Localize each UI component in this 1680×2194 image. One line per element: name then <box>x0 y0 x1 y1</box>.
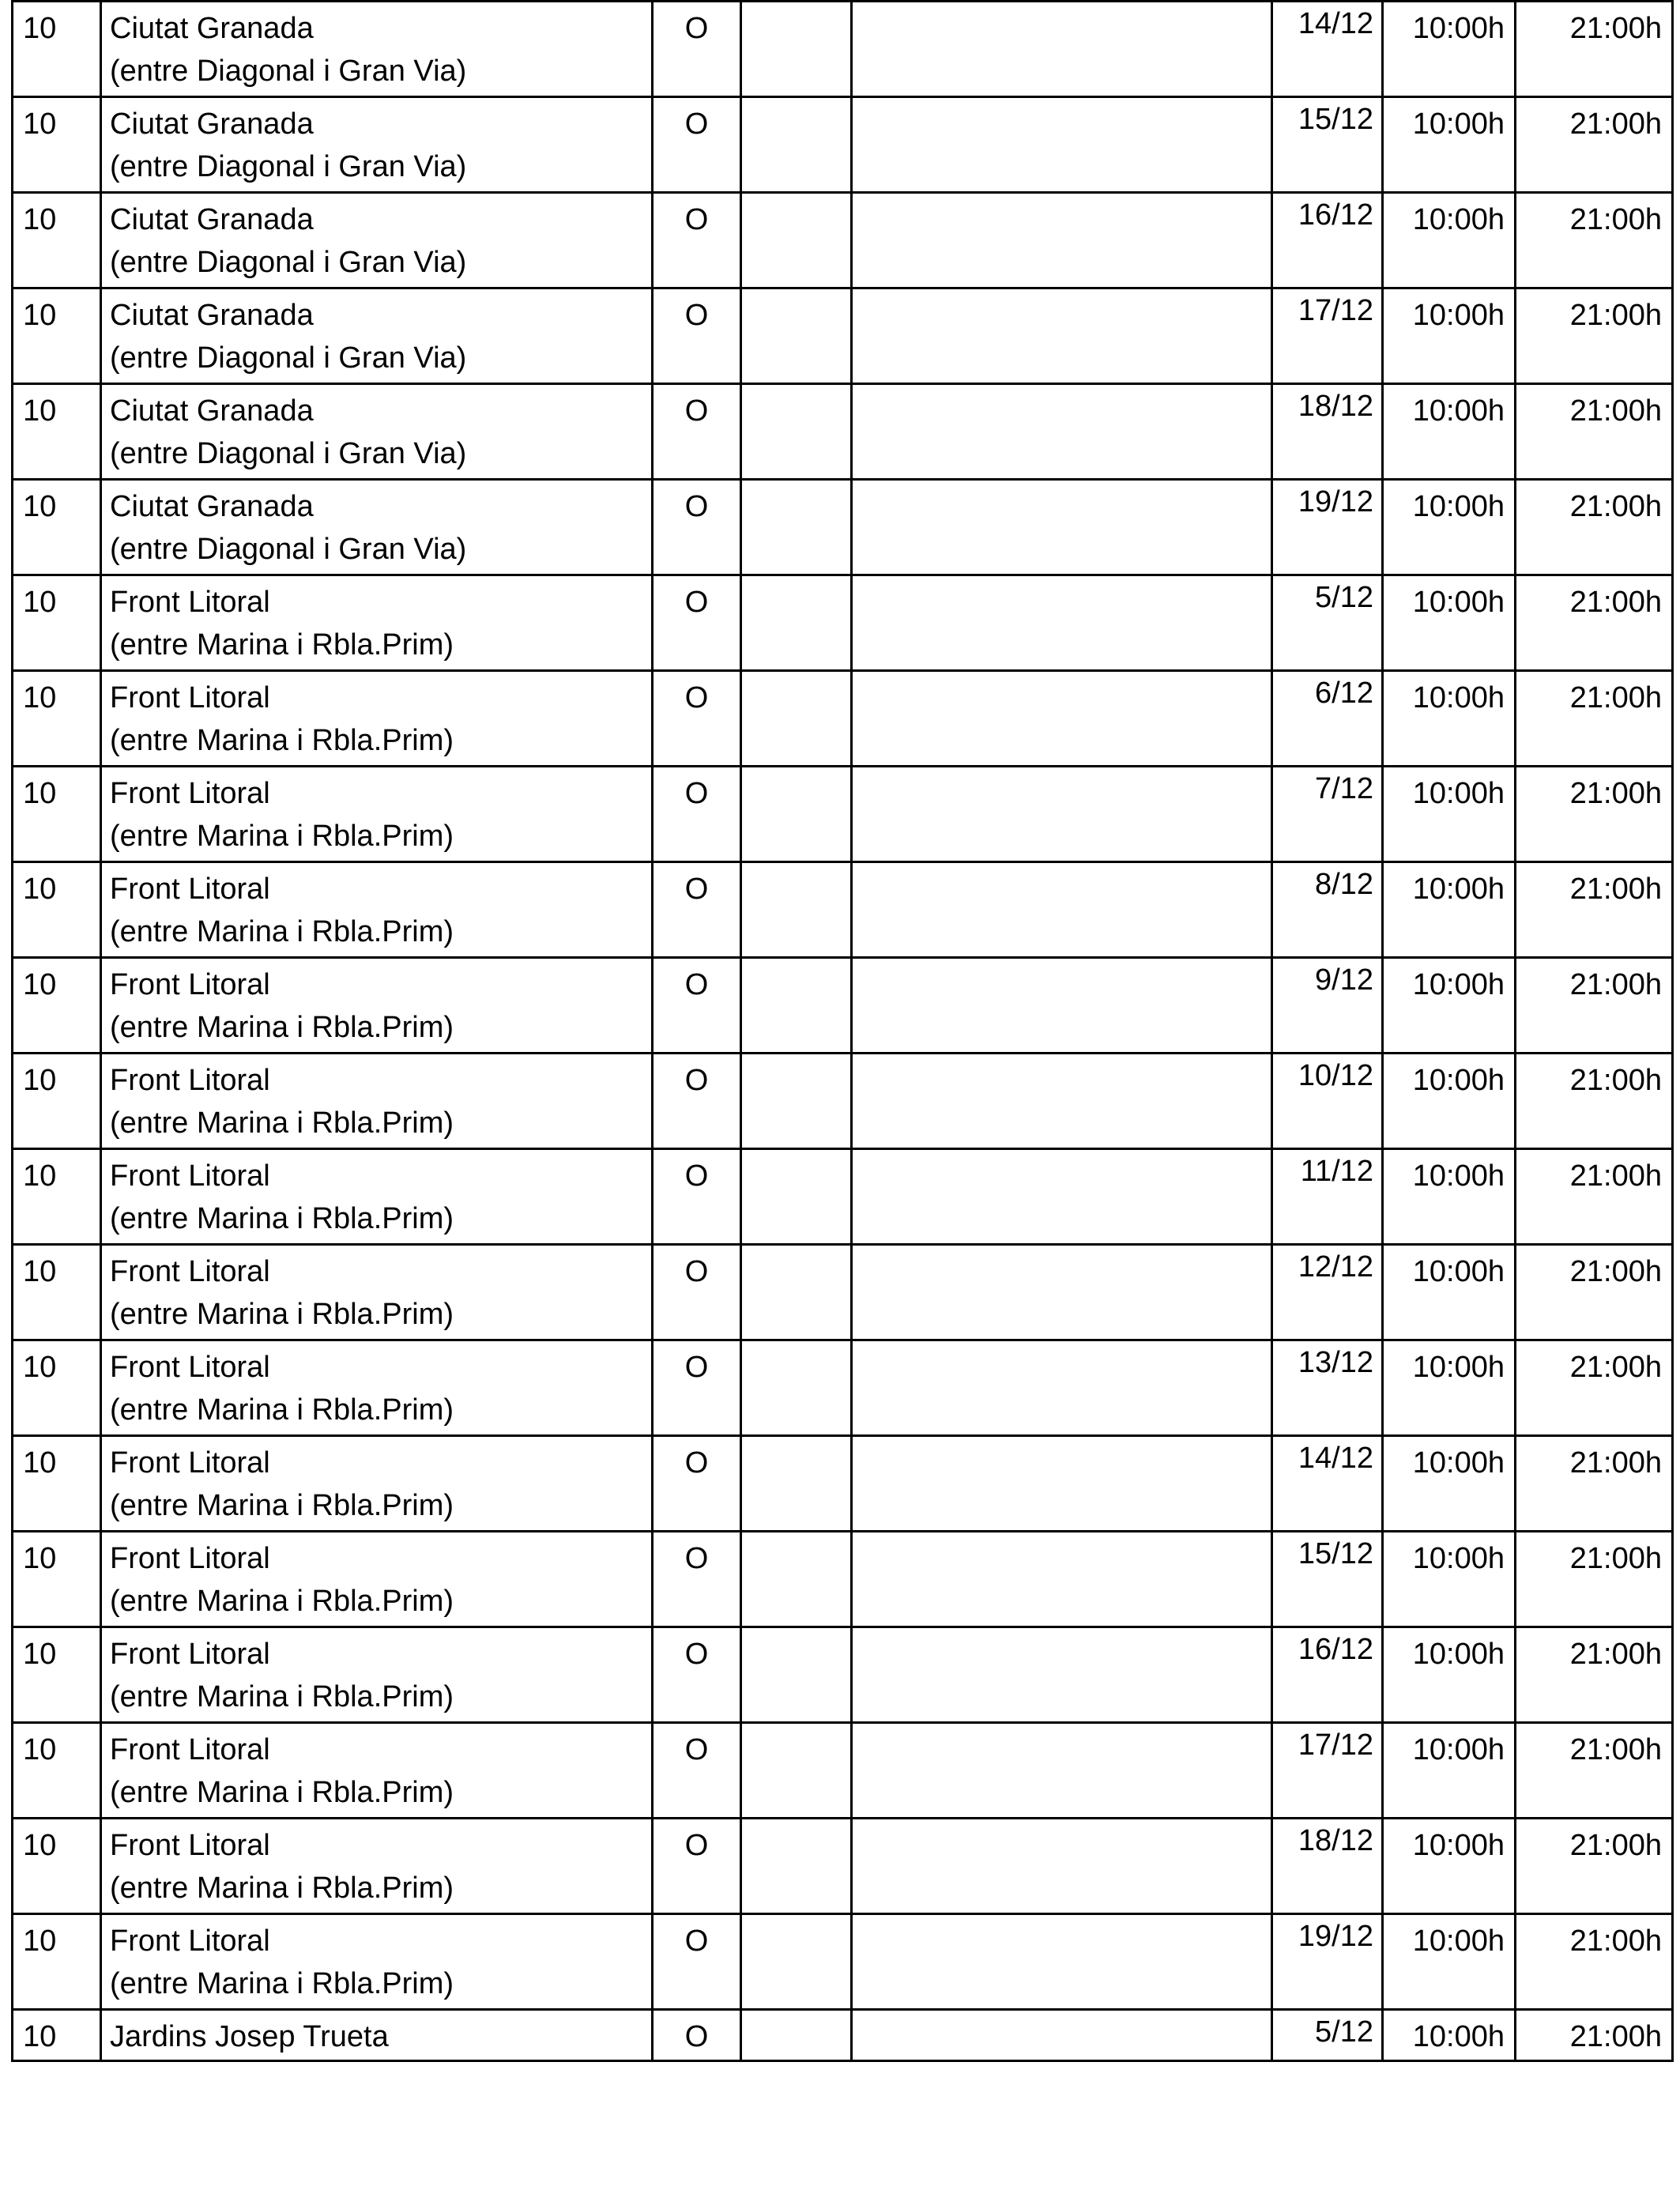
empty-cell <box>853 672 1273 765</box>
empty-cell <box>853 481 1273 574</box>
end-time-cell: 21:00h <box>1569 2020 1662 2053</box>
district-cell: 10 <box>13 1819 102 1913</box>
location-name: Front Litoral <box>110 873 270 906</box>
location-detail: (entre Diagonal i Gran Via) <box>110 437 467 470</box>
location-name: Front Litoral <box>110 1638 270 1671</box>
district-cell: 10 <box>13 1724 102 1817</box>
type-cell: O <box>654 2 742 96</box>
date-cell: 19/12 <box>1273 1915 1384 2008</box>
empty-cell <box>853 1150 1273 1243</box>
start-time-cell: 10:00h <box>1384 1628 1516 1721</box>
district-cell: 10 <box>13 1341 102 1434</box>
location-name: Ciutat Granada <box>110 203 314 236</box>
location-cell <box>102 2011 654 2060</box>
table-row <box>13 0 1671 96</box>
empty-cell <box>853 289 1273 383</box>
district-cell: 10 <box>13 194 102 287</box>
empty-cell <box>853 863 1273 956</box>
start-time-cell: 10:00h <box>1384 1532 1516 1626</box>
location-name: Ciutat Granada <box>110 394 314 428</box>
district-cell: 10 <box>13 1915 102 2008</box>
location-detail: (entre Diagonal i Gran Via) <box>110 246 467 279</box>
location-detail: (entre Marina i Rbla.Prim) <box>110 1106 454 1140</box>
location-detail: (entre Marina i Rbla.Prim) <box>110 1202 454 1235</box>
location-detail: (entre Marina i Rbla.Prim) <box>110 1680 454 1713</box>
table-row <box>13 765 1671 861</box>
empty-cell <box>742 385 853 478</box>
end-time-cell: 21:00h <box>1569 490 1662 523</box>
location-name: Ciutat Granada <box>110 12 314 45</box>
end-time-cell: 21:00h <box>1569 1924 1662 1958</box>
location-cell <box>102 672 654 765</box>
district-cell: 10 <box>13 1246 102 1339</box>
end-time-cell: 21:00h <box>1569 1255 1662 1288</box>
start-time-cell: 10:00h <box>1384 959 1516 1052</box>
empty-cell <box>853 1246 1273 1339</box>
location-cell <box>102 1915 654 2008</box>
location-detail: (entre Marina i Rbla.Prim) <box>110 1585 454 1618</box>
empty-cell <box>742 1437 853 1530</box>
end-time-cell: 21:00h <box>1569 1351 1662 1384</box>
district-cell: 10 <box>13 2 102 96</box>
district-cell: 10 <box>13 1150 102 1243</box>
empty-cell <box>853 1532 1273 1626</box>
location-cell <box>102 1150 654 1243</box>
location-detail: (entre Diagonal i Gran Via) <box>110 341 467 375</box>
type-cell: O <box>654 481 742 574</box>
start-time-cell: 10:00h <box>1384 1724 1516 1817</box>
date-cell: 7/12 <box>1273 767 1384 861</box>
location-cell <box>102 1341 654 1434</box>
location-cell <box>102 1628 654 1721</box>
end-time-cell: 21:00h <box>1569 1542 1662 1575</box>
location-cell <box>102 767 654 861</box>
location-detail: (entre Diagonal i Gran Via) <box>110 55 467 88</box>
table-row <box>13 861 1671 956</box>
date-cell: 5/12 <box>1273 576 1384 669</box>
location-cell <box>102 1724 654 1817</box>
location-cell <box>102 481 654 574</box>
end-time-cell: 21:00h <box>1569 873 1662 906</box>
table-row <box>13 1530 1671 1626</box>
end-time-cell: 21:00h <box>1569 586 1662 619</box>
type-cell: O <box>654 1246 742 1339</box>
district-cell: 10 <box>13 481 102 574</box>
empty-cell <box>853 1341 1273 1434</box>
location-name: Front Litoral <box>110 1064 270 1097</box>
empty-cell <box>742 863 853 956</box>
location-detail: (entre Marina i Rbla.Prim) <box>110 724 454 757</box>
empty-cell <box>742 2 853 96</box>
location-detail: (entre Marina i Rbla.Prim) <box>110 1967 454 2000</box>
date-cell: 17/12 <box>1273 1724 1384 1817</box>
end-time-cell: 21:00h <box>1569 968 1662 1001</box>
empty-cell <box>853 1054 1273 1148</box>
empty-cell <box>853 2 1273 96</box>
start-time-cell: 10:00h <box>1384 385 1516 478</box>
location-name: Front Litoral <box>110 1924 270 1958</box>
start-time-cell: 10:00h <box>1384 576 1516 669</box>
empty-cell <box>742 576 853 669</box>
location-name: Ciutat Granada <box>110 107 314 141</box>
empty-cell <box>742 1150 853 1243</box>
location-detail: (entre Marina i Rbla.Prim) <box>110 1393 454 1427</box>
table-row <box>13 191 1671 287</box>
table-row <box>13 1817 1671 1913</box>
location-name: Front Litoral <box>110 1829 270 1862</box>
location-detail: (entre Marina i Rbla.Prim) <box>110 820 454 853</box>
type-cell: O <box>654 289 742 383</box>
location-name: Ciutat Granada <box>110 490 314 523</box>
location-cell <box>102 1437 654 1530</box>
location-name: Front Litoral <box>110 1255 270 1288</box>
location-detail: (entre Diagonal i Gran Via) <box>110 150 467 183</box>
start-time-cell: 10:00h <box>1384 1915 1516 2008</box>
district-cell: 10 <box>13 98 102 191</box>
type-cell: O <box>654 2011 742 2060</box>
empty-cell <box>742 767 853 861</box>
empty-cell <box>853 2011 1273 2060</box>
start-time-cell: 10:00h <box>1384 767 1516 861</box>
table-row <box>13 383 1671 478</box>
start-time-cell: 10:00h <box>1384 672 1516 765</box>
date-cell: 9/12 <box>1273 959 1384 1052</box>
end-time-cell: 21:00h <box>1569 1159 1662 1193</box>
table-row <box>13 669 1671 765</box>
empty-cell <box>742 2011 853 2060</box>
empty-cell <box>742 959 853 1052</box>
empty-cell <box>742 289 853 383</box>
date-cell: 15/12 <box>1273 1532 1384 1626</box>
table-row <box>13 1434 1671 1530</box>
date-cell: 13/12 <box>1273 1341 1384 1434</box>
location-detail: (entre Marina i Rbla.Prim) <box>110 1872 454 1905</box>
location-cell <box>102 2 654 96</box>
district-cell: 10 <box>13 1437 102 1530</box>
end-time-cell: 21:00h <box>1569 681 1662 714</box>
empty-cell <box>742 672 853 765</box>
end-time-cell: 21:00h <box>1569 1733 1662 1766</box>
date-cell: 16/12 <box>1273 194 1384 287</box>
table-row <box>13 2008 1671 2060</box>
date-cell: 16/12 <box>1273 1628 1384 1721</box>
empty-cell <box>742 1628 853 1721</box>
table-row <box>13 478 1671 574</box>
location-name: Jardins Josep Trueta <box>110 2020 389 2053</box>
type-cell: O <box>654 1628 742 1721</box>
table-row <box>13 1148 1671 1243</box>
type-cell: O <box>654 98 742 191</box>
location-detail: (entre Marina i Rbla.Prim) <box>110 628 454 662</box>
empty-cell <box>742 1819 853 1913</box>
district-cell: 10 <box>13 289 102 383</box>
location-detail: (entre Marina i Rbla.Prim) <box>110 1011 454 1044</box>
district-cell: 10 <box>13 385 102 478</box>
location-detail: (entre Marina i Rbla.Prim) <box>110 1776 454 1809</box>
empty-cell <box>742 1724 853 1817</box>
end-time-cell: 21:00h <box>1569 1829 1662 1862</box>
end-time-cell: 21:00h <box>1569 203 1662 236</box>
date-cell: 14/12 <box>1273 2 1384 96</box>
empty-cell <box>742 1341 853 1434</box>
type-cell: O <box>654 1819 742 1913</box>
empty-cell <box>853 576 1273 669</box>
end-time-cell: 21:00h <box>1569 394 1662 428</box>
location-name: Front Litoral <box>110 777 270 810</box>
start-time-cell: 10:00h <box>1384 1341 1516 1434</box>
empty-cell <box>853 1437 1273 1530</box>
empty-cell <box>853 767 1273 861</box>
location-cell <box>102 194 654 287</box>
start-time-cell: 10:00h <box>1384 1054 1516 1148</box>
location-cell <box>102 289 654 383</box>
start-time-cell: 10:00h <box>1384 1437 1516 1530</box>
type-cell: O <box>654 959 742 1052</box>
district-cell: 10 <box>13 863 102 956</box>
table-row <box>13 1243 1671 1339</box>
date-cell: 5/12 <box>1273 2011 1384 2060</box>
type-cell: O <box>654 672 742 765</box>
location-name: Front Litoral <box>110 681 270 714</box>
location-detail: (entre Marina i Rbla.Prim) <box>110 1489 454 1522</box>
date-cell: 6/12 <box>1273 672 1384 765</box>
empty-cell <box>742 1054 853 1148</box>
table-row <box>13 287 1671 383</box>
date-cell: 17/12 <box>1273 289 1384 383</box>
end-time-cell: 21:00h <box>1569 1638 1662 1671</box>
date-cell: 8/12 <box>1273 863 1384 956</box>
table-row <box>13 1339 1671 1434</box>
date-cell: 11/12 <box>1273 1150 1384 1243</box>
schedule-table <box>11 0 1674 2062</box>
location-cell <box>102 1054 654 1148</box>
empty-cell <box>853 959 1273 1052</box>
location-detail: (entre Marina i Rbla.Prim) <box>110 915 454 948</box>
location-name: Front Litoral <box>110 968 270 1001</box>
empty-cell <box>853 1915 1273 2008</box>
location-cell <box>102 576 654 669</box>
empty-cell <box>742 98 853 191</box>
start-time-cell: 10:00h <box>1384 2011 1516 2060</box>
empty-cell <box>853 98 1273 191</box>
location-cell <box>102 1532 654 1626</box>
empty-cell <box>742 1246 853 1339</box>
type-cell: O <box>654 1915 742 2008</box>
empty-cell <box>742 194 853 287</box>
district-cell: 10 <box>13 576 102 669</box>
type-cell: O <box>654 1054 742 1148</box>
district-cell: 10 <box>13 767 102 861</box>
table-row <box>13 956 1671 1052</box>
start-time-cell: 10:00h <box>1384 1246 1516 1339</box>
table-row <box>13 96 1671 191</box>
date-cell: 18/12 <box>1273 385 1384 478</box>
type-cell: O <box>654 767 742 861</box>
district-cell: 10 <box>13 2011 102 2060</box>
start-time-cell: 10:00h <box>1384 1819 1516 1913</box>
date-cell: 15/12 <box>1273 98 1384 191</box>
empty-cell <box>853 1724 1273 1817</box>
type-cell: O <box>654 576 742 669</box>
location-name: Front Litoral <box>110 1351 270 1384</box>
location-cell <box>102 959 654 1052</box>
empty-cell <box>853 385 1273 478</box>
end-time-cell: 21:00h <box>1569 777 1662 810</box>
type-cell: O <box>654 385 742 478</box>
type-cell: O <box>654 863 742 956</box>
district-cell: 10 <box>13 1054 102 1148</box>
type-cell: O <box>654 194 742 287</box>
start-time-cell: 10:00h <box>1384 481 1516 574</box>
location-detail: (entre Diagonal i Gran Via) <box>110 533 467 566</box>
location-name: Front Litoral <box>110 1159 270 1193</box>
district-cell: 10 <box>13 1532 102 1626</box>
empty-cell <box>742 1915 853 2008</box>
location-name: Front Litoral <box>110 586 270 619</box>
table-row <box>13 1052 1671 1148</box>
empty-cell <box>742 481 853 574</box>
start-time-cell: 10:00h <box>1384 194 1516 287</box>
start-time-cell: 10:00h <box>1384 2 1516 96</box>
location-name: Front Litoral <box>110 1542 270 1575</box>
location-cell <box>102 1246 654 1339</box>
end-time-cell: 21:00h <box>1569 1446 1662 1480</box>
table-row <box>13 1913 1671 2008</box>
date-cell: 14/12 <box>1273 1437 1384 1530</box>
location-cell <box>102 98 654 191</box>
type-cell: O <box>654 1150 742 1243</box>
location-name: Front Litoral <box>110 1446 270 1480</box>
district-cell: 10 <box>13 672 102 765</box>
type-cell: O <box>654 1724 742 1817</box>
start-time-cell: 10:00h <box>1384 98 1516 191</box>
table-row <box>13 1626 1671 1721</box>
empty-cell <box>853 1628 1273 1721</box>
empty-cell <box>742 1532 853 1626</box>
district-cell: 10 <box>13 1628 102 1721</box>
start-time-cell: 10:00h <box>1384 863 1516 956</box>
table-row <box>13 1721 1671 1817</box>
district-cell: 10 <box>13 959 102 1052</box>
start-time-cell: 10:00h <box>1384 289 1516 383</box>
start-time-cell: 10:00h <box>1384 1150 1516 1243</box>
type-cell: O <box>654 1437 742 1530</box>
end-time-cell: 21:00h <box>1569 107 1662 141</box>
empty-cell <box>853 1819 1273 1913</box>
table-row <box>13 574 1671 669</box>
date-cell: 10/12 <box>1273 1054 1384 1148</box>
location-name: Front Litoral <box>110 1733 270 1766</box>
type-cell: O <box>654 1341 742 1434</box>
end-time-cell: 21:00h <box>1569 299 1662 332</box>
end-time-cell: 21:00h <box>1569 1064 1662 1097</box>
location-cell <box>102 863 654 956</box>
end-time-cell: 21:00h <box>1569 12 1662 45</box>
date-cell: 18/12 <box>1273 1819 1384 1913</box>
date-cell: 12/12 <box>1273 1246 1384 1339</box>
empty-cell <box>853 194 1273 287</box>
date-cell: 19/12 <box>1273 481 1384 574</box>
location-cell <box>102 1819 654 1913</box>
location-cell <box>102 385 654 478</box>
type-cell: O <box>654 1532 742 1626</box>
location-name: Ciutat Granada <box>110 299 314 332</box>
location-detail: (entre Marina i Rbla.Prim) <box>110 1298 454 1331</box>
